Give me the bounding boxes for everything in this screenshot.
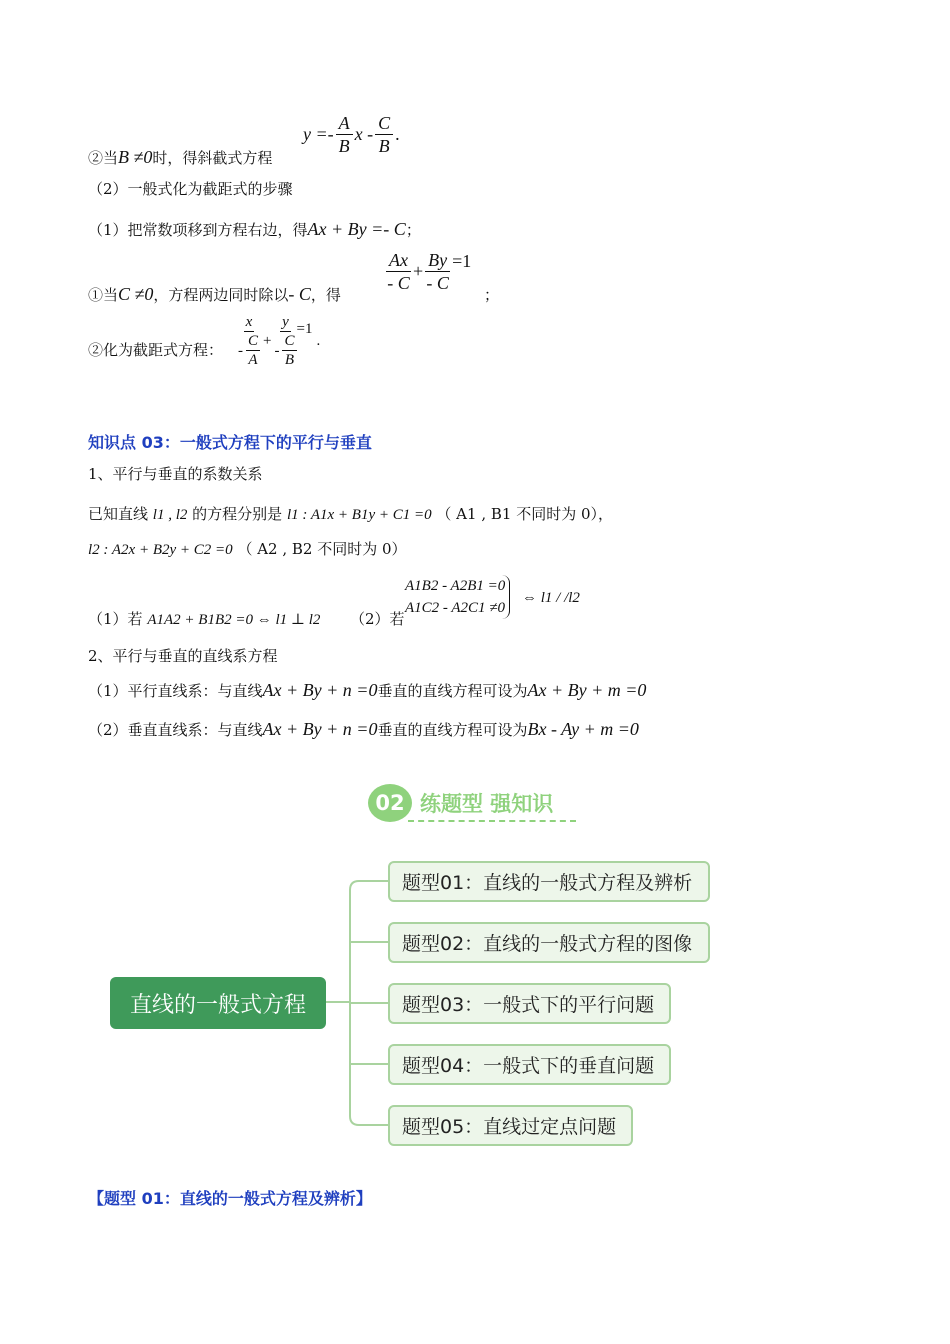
math: Ax + By + n =0 (262, 719, 378, 739)
text: ； (405, 221, 421, 239)
math: Bx - Ay + m =0 (527, 719, 639, 739)
step3-label: ②化为截距式方程： (88, 341, 224, 359)
math: l1 , l2 (152, 507, 188, 523)
math: + (412, 261, 424, 281)
math: =1 (296, 320, 313, 337)
den: - C (426, 273, 449, 293)
num: By (425, 251, 450, 272)
math: A1A2 + B1B2 =0 ⇔ l1 ⊥ l2 (147, 612, 321, 628)
exercise-heading: 【题型 01：直线的一般式方程及辨析】 (88, 1189, 372, 1208)
num: Ax (386, 251, 411, 272)
math: l1 : A1x + B1y + C1 =0 (286, 507, 432, 523)
mindmap-root: 直线的一般式方程 (110, 977, 326, 1029)
text: 垂直的直线方程可设为 (377, 682, 528, 700)
text: 的方程分别是 (192, 505, 283, 523)
num: y (282, 314, 289, 330)
math: + (263, 332, 272, 349)
subheading-relation: 1、平行与垂直的系数关系 (88, 465, 263, 483)
text: （ A2 , B2 不同时为 0） (237, 540, 407, 558)
math: x - (354, 124, 374, 144)
text: ②当 (88, 149, 119, 167)
num: C (375, 114, 393, 135)
math: A1C2 - A2C1 ≠0 (405, 600, 506, 616)
text: 已知直线 (88, 505, 149, 523)
math: l2 : A2x + B2y + C2 =0 (88, 542, 233, 558)
den: - C (387, 273, 410, 293)
num: x (245, 314, 253, 330)
text: （1）若 (88, 610, 143, 628)
math: B ≠0 (118, 147, 153, 167)
math: . (395, 124, 400, 144)
mindmap-node-3[interactable]: 题型03：一般式下的平行问题 (388, 983, 671, 1024)
text: ； (484, 286, 500, 304)
banner-title: 练题型 强知识 (420, 792, 554, 816)
banner-number: 02 (368, 784, 412, 822)
subheading-family: 2、平行与垂直的直线系方程 (88, 647, 278, 665)
text: 垂直的直线方程可设为 (377, 721, 528, 739)
step-title: （2）一般式化为截距式的步骤 (88, 180, 293, 198)
num: C (284, 333, 295, 349)
math: . (316, 332, 321, 349)
text: ，得 (310, 286, 341, 304)
mindmap-node-1[interactable]: 题型01：直线的一般式方程及辨析 (388, 861, 710, 902)
math: - (238, 342, 243, 359)
math: y =- (303, 124, 334, 144)
den: B (284, 352, 295, 368)
mindmap-node-4[interactable]: 题型04：一般式下的垂直问题 (388, 1044, 671, 1085)
parallel-label: （2）若 (350, 610, 405, 628)
mindmap-node-2[interactable]: 题型02：直线的一般式方程的图像 (388, 922, 710, 963)
math: Ax + By + m =0 (527, 680, 647, 700)
mindmap-node-5[interactable]: 题型05：直线过定点问题 (388, 1105, 633, 1146)
den: B (378, 136, 390, 156)
text: ①当 (88, 286, 119, 304)
section-heading: 知识点 03：一般式方程下的平行与垂直 (88, 433, 372, 452)
math: Ax + By + n =0 (262, 680, 378, 700)
text: （1）把常数项移到方程右边，得 (88, 221, 308, 239)
parallel-result: ⇔ l1 / /l2 (522, 590, 580, 606)
den: B (338, 136, 350, 156)
math: Ax + By =- C (307, 219, 406, 239)
text: ，方程两边同时除以 (153, 286, 289, 304)
text: （1）平行直线系：与直线 (88, 682, 263, 700)
text: （ A1 , B1 不同时为 0）， (436, 505, 614, 523)
text: （2）垂直直线系：与直线 (88, 721, 263, 739)
math: - (274, 342, 280, 359)
math: =1 (452, 251, 472, 271)
den: A (248, 352, 258, 368)
math: - C (288, 284, 311, 304)
num: C (248, 333, 259, 349)
text: 时，得斜截式方程 (152, 149, 273, 167)
num: A (336, 114, 353, 135)
math: A1B2 - A2B1 =0 (405, 578, 506, 594)
math: C ≠0 (118, 284, 154, 304)
